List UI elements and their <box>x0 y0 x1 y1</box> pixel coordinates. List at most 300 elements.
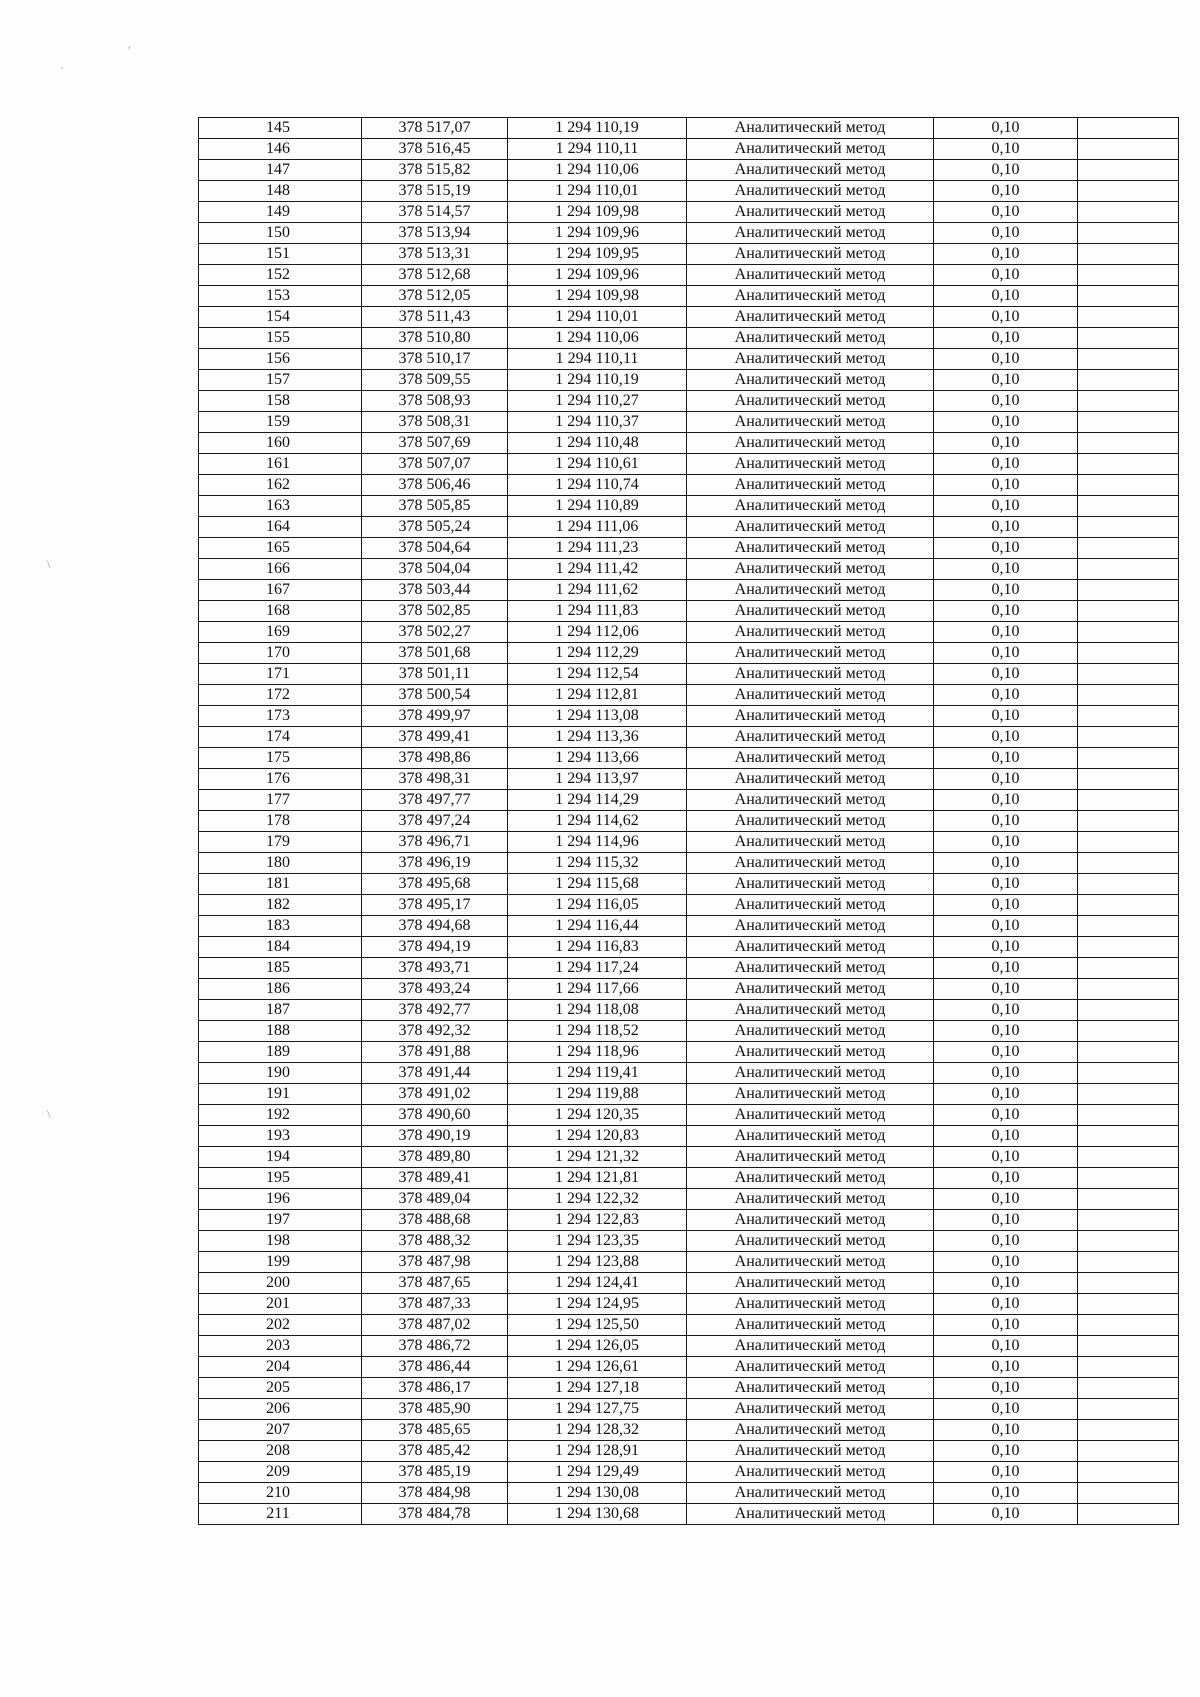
table-row <box>199 1105 1179 1126</box>
table-row <box>199 391 1179 412</box>
y-coordinate: 1 294 130,68 <box>508 1504 687 1525</box>
empty-cell <box>1078 958 1179 979</box>
empty-cell <box>1078 454 1179 475</box>
x-coordinate: 378 485,90 <box>362 1399 508 1420</box>
y-coordinate: 1 294 111,23 <box>508 538 687 559</box>
empty-cell <box>1078 1315 1179 1336</box>
y-coordinate: 1 294 109,98 <box>508 286 687 307</box>
point-number: 158 <box>199 391 362 412</box>
empty-cell <box>1078 1378 1179 1399</box>
y-coordinate: 1 294 116,44 <box>508 916 687 937</box>
method: Аналитический метод <box>687 601 934 622</box>
point-number: 185 <box>199 958 362 979</box>
point-number: 163 <box>199 496 362 517</box>
y-coordinate: 1 294 110,37 <box>508 412 687 433</box>
x-coordinate: 378 501,11 <box>362 664 508 685</box>
table-row <box>199 1126 1179 1147</box>
accuracy: 0,10 <box>934 874 1078 895</box>
empty-cell <box>1078 937 1179 958</box>
point-number: 173 <box>199 706 362 727</box>
x-coordinate: 378 497,24 <box>362 811 508 832</box>
table-row <box>199 1021 1179 1042</box>
empty-cell <box>1078 1357 1179 1378</box>
empty-cell <box>1078 391 1179 412</box>
x-coordinate: 378 504,04 <box>362 559 508 580</box>
x-coordinate: 378 510,17 <box>362 349 508 370</box>
x-coordinate: 378 517,07 <box>362 118 508 139</box>
point-number: 161 <box>199 454 362 475</box>
y-coordinate: 1 294 110,01 <box>508 307 687 328</box>
method: Аналитический метод <box>687 538 934 559</box>
y-coordinate: 1 294 114,62 <box>508 811 687 832</box>
point-number: 164 <box>199 517 362 538</box>
method: Аналитический метод <box>687 1504 934 1525</box>
accuracy: 0,10 <box>934 1252 1078 1273</box>
method: Аналитический метод <box>687 748 934 769</box>
y-coordinate: 1 294 122,32 <box>508 1189 687 1210</box>
method: Аналитический метод <box>687 496 934 517</box>
x-coordinate: 378 484,78 <box>362 1504 508 1525</box>
method: Аналитический метод <box>687 1168 934 1189</box>
x-coordinate: 378 485,19 <box>362 1462 508 1483</box>
x-coordinate: 378 504,64 <box>362 538 508 559</box>
table-row <box>199 1357 1179 1378</box>
y-coordinate: 1 294 124,95 <box>508 1294 687 1315</box>
method: Аналитический метод <box>687 1000 934 1021</box>
y-coordinate: 1 294 125,50 <box>508 1315 687 1336</box>
point-number: 167 <box>199 580 362 601</box>
method: Аналитический метод <box>687 517 934 538</box>
method: Аналитический метод <box>687 559 934 580</box>
method: Аналитический метод <box>687 769 934 790</box>
point-number: 201 <box>199 1294 362 1315</box>
method: Аналитический метод <box>687 202 934 223</box>
y-coordinate: 1 294 128,32 <box>508 1420 687 1441</box>
method: Аналитический метод <box>687 706 934 727</box>
x-coordinate: 378 510,80 <box>362 328 508 349</box>
method: Аналитический метод <box>687 1441 934 1462</box>
accuracy: 0,10 <box>934 223 1078 244</box>
point-number: 187 <box>199 1000 362 1021</box>
empty-cell <box>1078 265 1179 286</box>
y-coordinate: 1 294 113,66 <box>508 748 687 769</box>
empty-cell <box>1078 601 1179 622</box>
y-coordinate: 1 294 128,91 <box>508 1441 687 1462</box>
table-row <box>199 412 1179 433</box>
empty-cell <box>1078 370 1179 391</box>
point-number: 196 <box>199 1189 362 1210</box>
y-coordinate: 1 294 111,62 <box>508 580 687 601</box>
method: Аналитический метод <box>687 580 934 601</box>
table-row <box>199 748 1179 769</box>
point-number: 160 <box>199 433 362 454</box>
accuracy: 0,10 <box>934 1420 1078 1441</box>
x-coordinate: 378 487,02 <box>362 1315 508 1336</box>
y-coordinate: 1 294 124,41 <box>508 1273 687 1294</box>
method: Аналитический метод <box>687 118 934 139</box>
accuracy: 0,10 <box>934 202 1078 223</box>
method: Аналитический метод <box>687 1399 934 1420</box>
y-coordinate: 1 294 117,66 <box>508 979 687 1000</box>
x-coordinate: 378 503,44 <box>362 580 508 601</box>
accuracy: 0,10 <box>934 517 1078 538</box>
x-coordinate: 378 490,19 <box>362 1126 508 1147</box>
table-row <box>199 559 1179 580</box>
point-number: 183 <box>199 916 362 937</box>
accuracy: 0,10 <box>934 916 1078 937</box>
y-coordinate: 1 294 110,89 <box>508 496 687 517</box>
accuracy: 0,10 <box>934 454 1078 475</box>
empty-cell <box>1078 580 1179 601</box>
table-row <box>199 622 1179 643</box>
y-coordinate: 1 294 110,19 <box>508 370 687 391</box>
empty-cell <box>1078 748 1179 769</box>
table-row <box>199 1273 1179 1294</box>
empty-cell <box>1078 727 1179 748</box>
accuracy: 0,10 <box>934 244 1078 265</box>
x-coordinate: 378 506,46 <box>362 475 508 496</box>
x-coordinate: 378 502,85 <box>362 601 508 622</box>
method: Аналитический метод <box>687 1126 934 1147</box>
x-coordinate: 378 505,85 <box>362 496 508 517</box>
x-coordinate: 378 512,05 <box>362 286 508 307</box>
x-coordinate: 378 489,80 <box>362 1147 508 1168</box>
x-coordinate: 378 489,04 <box>362 1189 508 1210</box>
accuracy: 0,10 <box>934 1105 1078 1126</box>
point-number: 208 <box>199 1441 362 1462</box>
table-row <box>199 1168 1179 1189</box>
table-row <box>199 538 1179 559</box>
table-row <box>199 160 1179 181</box>
accuracy: 0,10 <box>934 538 1078 559</box>
point-number: 165 <box>199 538 362 559</box>
table-row <box>199 223 1179 244</box>
table-row <box>199 1378 1179 1399</box>
y-coordinate: 1 294 110,06 <box>508 328 687 349</box>
point-number: 209 <box>199 1462 362 1483</box>
y-coordinate: 1 294 120,35 <box>508 1105 687 1126</box>
empty-cell <box>1078 307 1179 328</box>
x-coordinate: 378 494,19 <box>362 937 508 958</box>
empty-cell <box>1078 244 1179 265</box>
accuracy: 0,10 <box>934 118 1078 139</box>
table-row <box>199 496 1179 517</box>
point-number: 159 <box>199 412 362 433</box>
point-number: 195 <box>199 1168 362 1189</box>
table-row <box>199 1336 1179 1357</box>
y-coordinate: 1 294 121,32 <box>508 1147 687 1168</box>
accuracy: 0,10 <box>934 706 1078 727</box>
x-coordinate: 378 507,69 <box>362 433 508 454</box>
method: Аналитический метод <box>687 433 934 454</box>
accuracy: 0,10 <box>934 1399 1078 1420</box>
x-coordinate: 378 498,86 <box>362 748 508 769</box>
empty-cell <box>1078 475 1179 496</box>
empty-cell <box>1078 1210 1179 1231</box>
method: Аналитический метод <box>687 1483 934 1504</box>
table-row <box>199 181 1179 202</box>
accuracy: 0,10 <box>934 580 1078 601</box>
y-coordinate: 1 294 111,42 <box>508 559 687 580</box>
table-row <box>199 685 1179 706</box>
table-row <box>199 853 1179 874</box>
point-number: 191 <box>199 1084 362 1105</box>
accuracy: 0,10 <box>934 1189 1078 1210</box>
x-coordinate: 378 508,31 <box>362 412 508 433</box>
accuracy: 0,10 <box>934 664 1078 685</box>
empty-cell <box>1078 223 1179 244</box>
table-row <box>199 1252 1179 1273</box>
accuracy: 0,10 <box>934 727 1078 748</box>
point-number: 152 <box>199 265 362 286</box>
method: Аналитический метод <box>687 475 934 496</box>
table-row <box>199 1483 1179 1504</box>
x-coordinate: 378 499,97 <box>362 706 508 727</box>
table-row <box>199 139 1179 160</box>
x-coordinate: 378 515,82 <box>362 160 508 181</box>
method: Аналитический метод <box>687 1357 934 1378</box>
method: Аналитический метод <box>687 1231 934 1252</box>
y-coordinate: 1 294 112,06 <box>508 622 687 643</box>
empty-cell <box>1078 1399 1179 1420</box>
y-coordinate: 1 294 120,83 <box>508 1126 687 1147</box>
x-coordinate: 378 495,17 <box>362 895 508 916</box>
y-coordinate: 1 294 110,74 <box>508 475 687 496</box>
point-number: 171 <box>199 664 362 685</box>
point-number: 204 <box>199 1357 362 1378</box>
table-row <box>199 706 1179 727</box>
method: Аналитический метод <box>687 643 934 664</box>
x-coordinate: 378 486,17 <box>362 1378 508 1399</box>
table-row <box>199 307 1179 328</box>
y-coordinate: 1 294 115,68 <box>508 874 687 895</box>
x-coordinate: 378 499,41 <box>362 727 508 748</box>
table-row <box>199 979 1179 1000</box>
method: Аналитический метод <box>687 1462 934 1483</box>
accuracy: 0,10 <box>934 811 1078 832</box>
table-row <box>199 958 1179 979</box>
empty-cell <box>1078 139 1179 160</box>
accuracy: 0,10 <box>934 622 1078 643</box>
table-row <box>199 1441 1179 1462</box>
accuracy: 0,10 <box>934 265 1078 286</box>
method: Аналитический метод <box>687 958 934 979</box>
y-coordinate: 1 294 111,06 <box>508 517 687 538</box>
x-coordinate: 378 500,54 <box>362 685 508 706</box>
method: Аналитический метод <box>687 1189 934 1210</box>
empty-cell <box>1078 1021 1179 1042</box>
empty-cell <box>1078 559 1179 580</box>
x-coordinate: 378 487,65 <box>362 1273 508 1294</box>
x-coordinate: 378 491,44 <box>362 1063 508 1084</box>
table-row <box>199 433 1179 454</box>
table-row <box>199 1000 1179 1021</box>
point-number: 174 <box>199 727 362 748</box>
point-number: 150 <box>199 223 362 244</box>
empty-cell <box>1078 1063 1179 1084</box>
empty-cell <box>1078 118 1179 139</box>
x-coordinate: 378 514,57 <box>362 202 508 223</box>
table-row <box>199 244 1179 265</box>
x-coordinate: 378 490,60 <box>362 1105 508 1126</box>
x-coordinate: 378 509,55 <box>362 370 508 391</box>
point-number: 207 <box>199 1420 362 1441</box>
y-coordinate: 1 294 122,83 <box>508 1210 687 1231</box>
table-row <box>199 1462 1179 1483</box>
accuracy: 0,10 <box>934 1315 1078 1336</box>
x-coordinate: 378 508,93 <box>362 391 508 412</box>
x-coordinate: 378 494,68 <box>362 916 508 937</box>
x-coordinate: 378 516,45 <box>362 139 508 160</box>
method: Аналитический метод <box>687 223 934 244</box>
x-coordinate: 378 491,88 <box>362 1042 508 1063</box>
table-row <box>199 265 1179 286</box>
empty-cell <box>1078 643 1179 664</box>
method: Аналитический метод <box>687 979 934 1000</box>
empty-cell <box>1078 181 1179 202</box>
empty-cell <box>1078 1105 1179 1126</box>
point-number: 211 <box>199 1504 362 1525</box>
point-number: 168 <box>199 601 362 622</box>
y-coordinate: 1 294 123,88 <box>508 1252 687 1273</box>
x-coordinate: 378 502,27 <box>362 622 508 643</box>
method: Аналитический метод <box>687 370 934 391</box>
empty-cell <box>1078 1441 1179 1462</box>
accuracy: 0,10 <box>934 1210 1078 1231</box>
scan-mark: ′ <box>128 43 131 57</box>
empty-cell <box>1078 1462 1179 1483</box>
x-coordinate: 378 495,68 <box>362 874 508 895</box>
accuracy: 0,10 <box>934 496 1078 517</box>
point-number: 177 <box>199 790 362 811</box>
empty-cell <box>1078 622 1179 643</box>
accuracy: 0,10 <box>934 328 1078 349</box>
method: Аналитический метод <box>687 307 934 328</box>
method: Аналитический метод <box>687 1252 934 1273</box>
table-row <box>199 832 1179 853</box>
method: Аналитический метод <box>687 1315 934 1336</box>
table-row <box>199 916 1179 937</box>
table-row <box>199 895 1179 916</box>
empty-cell <box>1078 433 1179 454</box>
empty-cell <box>1078 1294 1179 1315</box>
y-coordinate: 1 294 112,29 <box>508 643 687 664</box>
accuracy: 0,10 <box>934 937 1078 958</box>
y-coordinate: 1 294 114,96 <box>508 832 687 853</box>
point-number: 205 <box>199 1378 362 1399</box>
y-coordinate: 1 294 126,05 <box>508 1336 687 1357</box>
method: Аналитический метод <box>687 454 934 475</box>
table-row <box>199 349 1179 370</box>
x-coordinate: 378 498,31 <box>362 769 508 790</box>
point-number: 145 <box>199 118 362 139</box>
table-row <box>199 643 1179 664</box>
accuracy: 0,10 <box>934 1336 1078 1357</box>
table-row <box>199 370 1179 391</box>
method: Аналитический метод <box>687 811 934 832</box>
accuracy: 0,10 <box>934 1084 1078 1105</box>
accuracy: 0,10 <box>934 370 1078 391</box>
method: Аналитический метод <box>687 1021 934 1042</box>
accuracy: 0,10 <box>934 349 1078 370</box>
accuracy: 0,10 <box>934 1504 1078 1525</box>
accuracy: 0,10 <box>934 1021 1078 1042</box>
accuracy: 0,10 <box>934 1273 1078 1294</box>
x-coordinate: 378 488,68 <box>362 1210 508 1231</box>
empty-cell <box>1078 412 1179 433</box>
method: Аналитический метод <box>687 160 934 181</box>
x-coordinate: 378 492,77 <box>362 1000 508 1021</box>
point-number: 154 <box>199 307 362 328</box>
point-number: 148 <box>199 181 362 202</box>
table-row <box>199 286 1179 307</box>
y-coordinate: 1 294 113,08 <box>508 706 687 727</box>
table-row <box>199 202 1179 223</box>
table-row <box>199 1294 1179 1315</box>
accuracy: 0,10 <box>934 1168 1078 1189</box>
empty-cell <box>1078 328 1179 349</box>
accuracy: 0,10 <box>934 979 1078 1000</box>
point-number: 155 <box>199 328 362 349</box>
y-coordinate: 1 294 112,54 <box>508 664 687 685</box>
y-coordinate: 1 294 119,41 <box>508 1063 687 1084</box>
y-coordinate: 1 294 110,11 <box>508 139 687 160</box>
empty-cell <box>1078 1252 1179 1273</box>
point-number: 182 <box>199 895 362 916</box>
point-number: 179 <box>199 832 362 853</box>
method: Аналитический метод <box>687 1063 934 1084</box>
empty-cell <box>1078 790 1179 811</box>
x-coordinate: 378 489,41 <box>362 1168 508 1189</box>
method: Аналитический метод <box>687 181 934 202</box>
y-coordinate: 1 294 117,24 <box>508 958 687 979</box>
y-coordinate: 1 294 119,88 <box>508 1084 687 1105</box>
y-coordinate: 1 294 109,96 <box>508 265 687 286</box>
x-coordinate: 378 487,33 <box>362 1294 508 1315</box>
table-row <box>199 1315 1179 1336</box>
x-coordinate: 378 497,77 <box>362 790 508 811</box>
x-coordinate: 378 496,71 <box>362 832 508 853</box>
table-row <box>199 811 1179 832</box>
method: Аналитический метод <box>687 412 934 433</box>
y-coordinate: 1 294 130,08 <box>508 1483 687 1504</box>
point-number: 169 <box>199 622 362 643</box>
accuracy: 0,10 <box>934 160 1078 181</box>
method: Аналитический метод <box>687 1042 934 1063</box>
accuracy: 0,10 <box>934 1294 1078 1315</box>
point-number: 193 <box>199 1126 362 1147</box>
y-coordinate: 1 294 121,81 <box>508 1168 687 1189</box>
accuracy: 0,10 <box>934 412 1078 433</box>
accuracy: 0,10 <box>934 139 1078 160</box>
point-number: 194 <box>199 1147 362 1168</box>
empty-cell <box>1078 1504 1179 1525</box>
empty-cell <box>1078 811 1179 832</box>
y-coordinate: 1 294 115,32 <box>508 853 687 874</box>
point-number: 206 <box>199 1399 362 1420</box>
accuracy: 0,10 <box>934 1441 1078 1462</box>
x-coordinate: 378 485,42 <box>362 1441 508 1462</box>
point-number: 199 <box>199 1252 362 1273</box>
empty-cell <box>1078 1000 1179 1021</box>
point-number: 197 <box>199 1210 362 1231</box>
point-number: 200 <box>199 1273 362 1294</box>
table-row <box>199 1084 1179 1105</box>
table-row <box>199 874 1179 895</box>
accuracy: 0,10 <box>934 853 1078 874</box>
empty-cell <box>1078 1273 1179 1294</box>
x-coordinate: 378 484,98 <box>362 1483 508 1504</box>
